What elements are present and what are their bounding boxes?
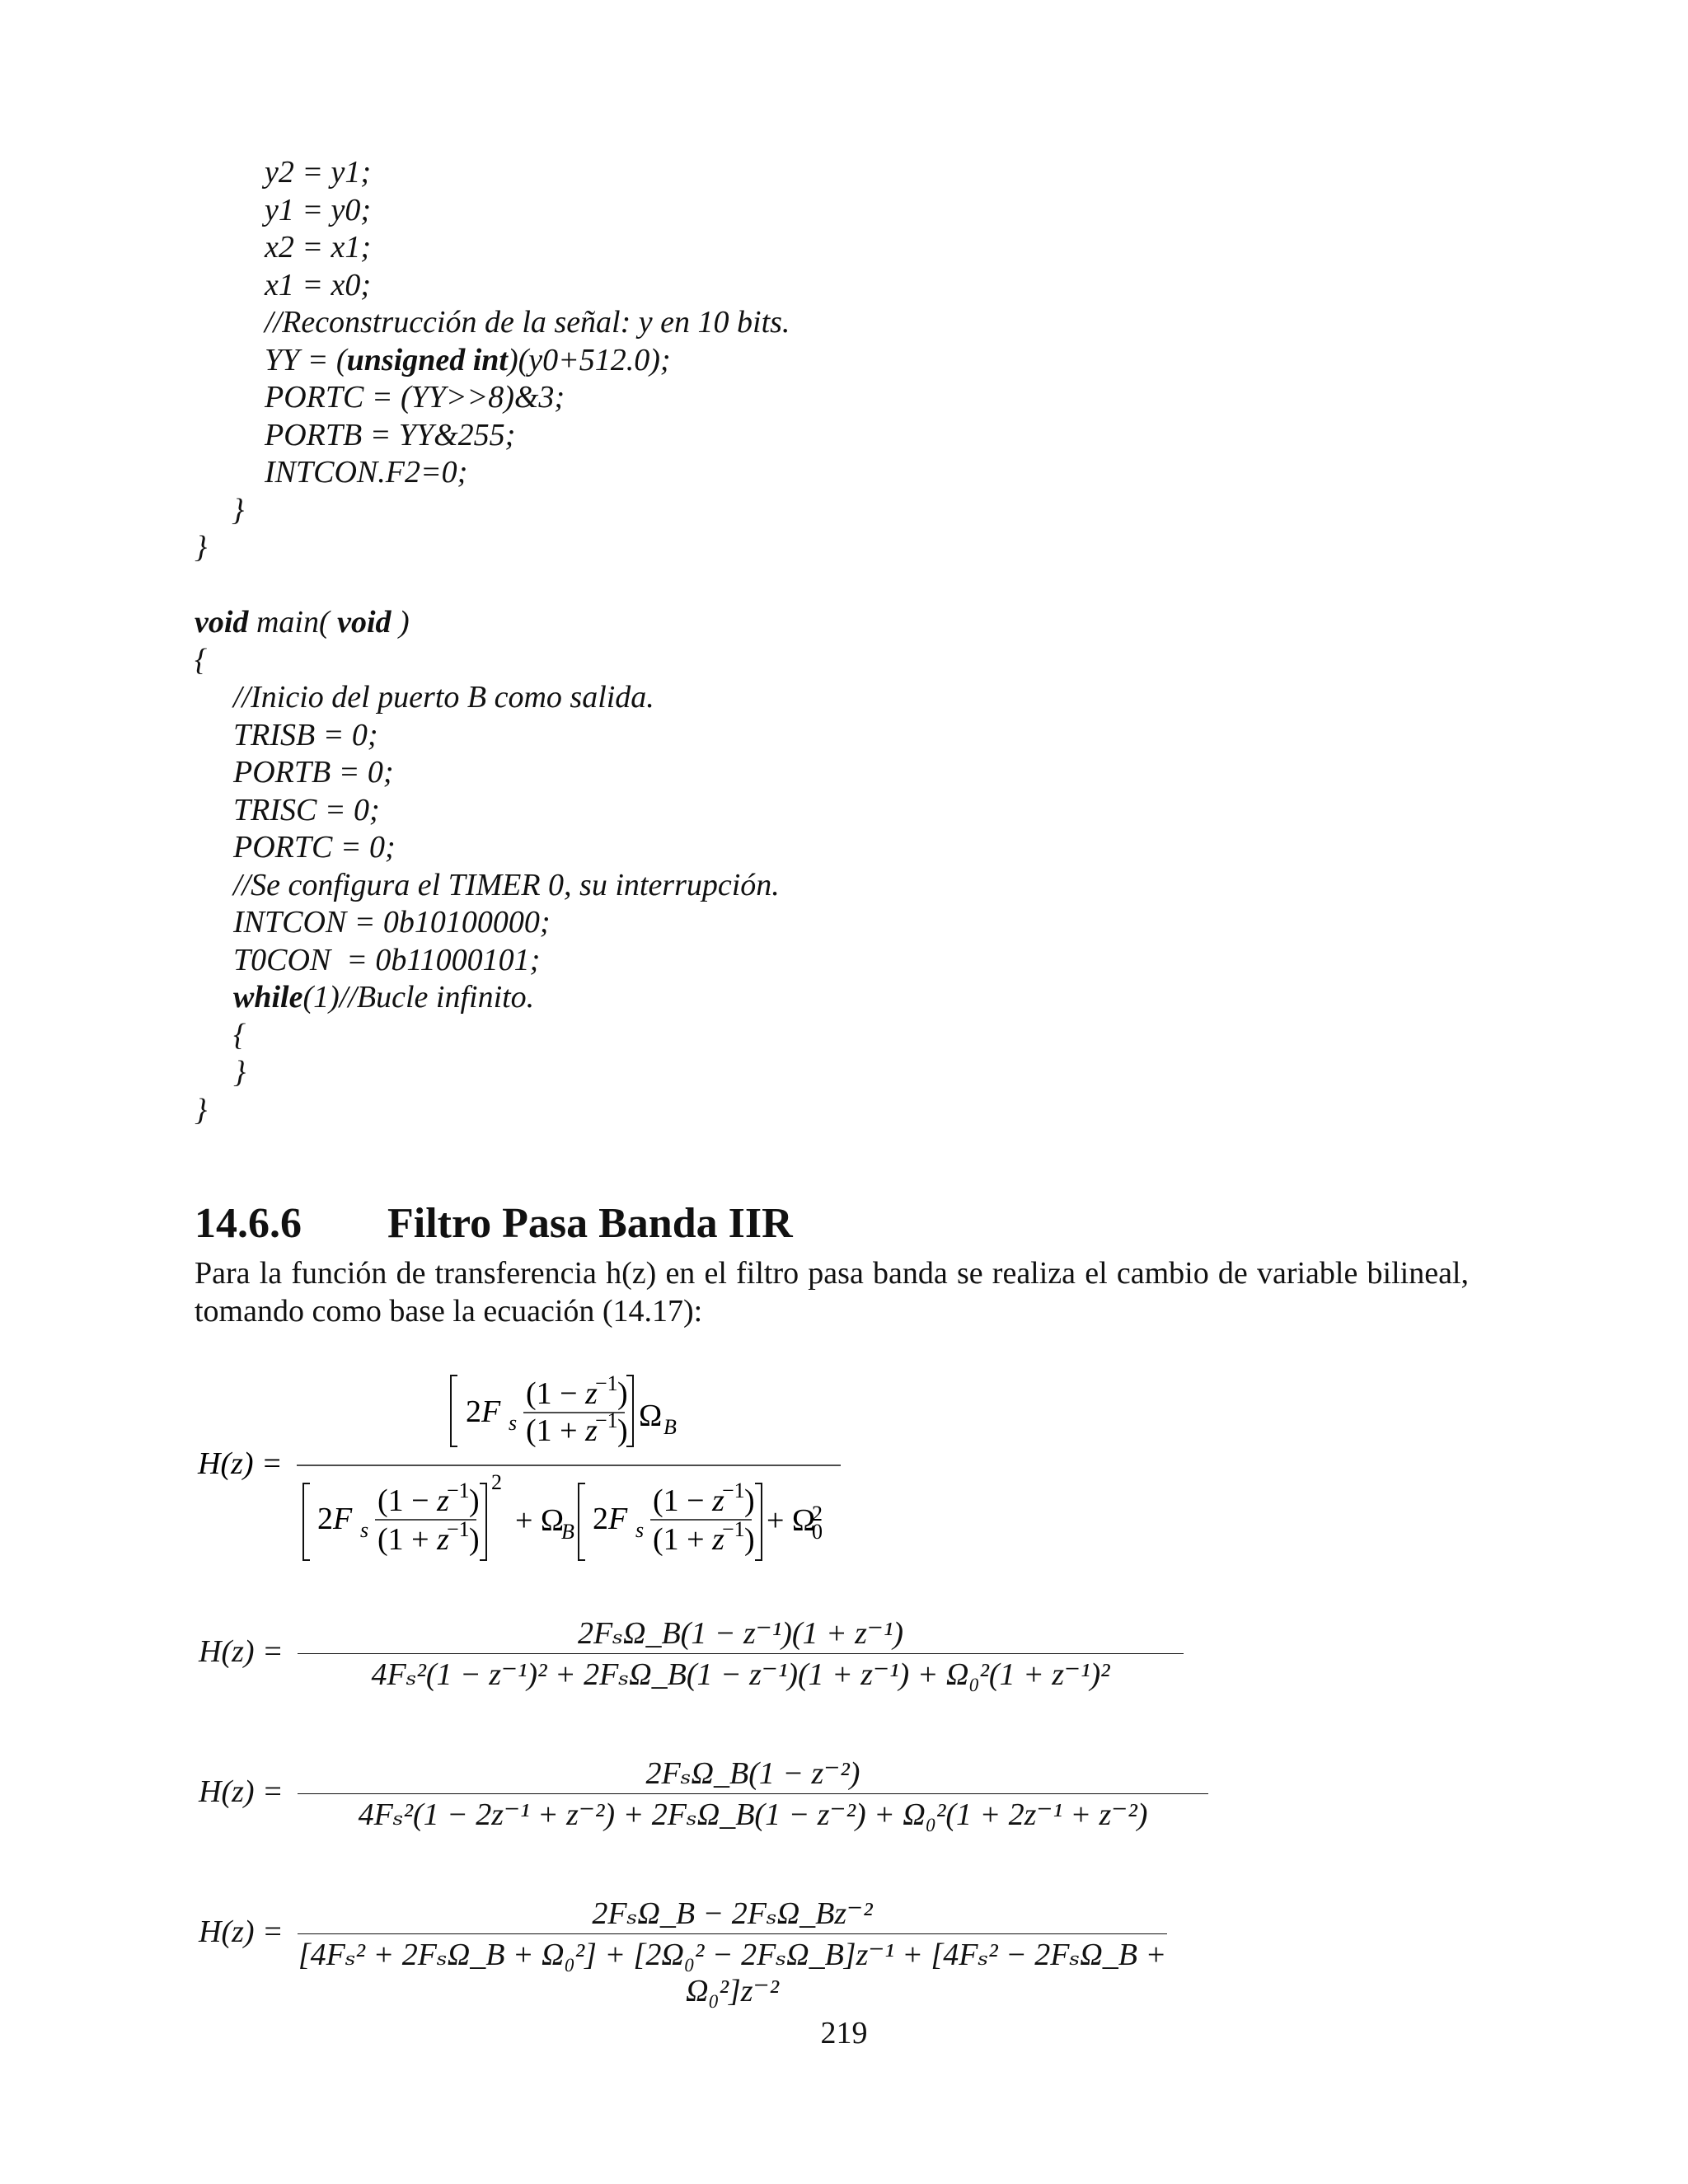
code-line: y1 = y0; — [265, 193, 372, 227]
code-line: } — [195, 530, 208, 565]
equation-2-numerator: 2FₛΩ_B(1 − z⁻¹)(1 + z⁻¹) — [577, 1616, 904, 1651]
svg-text:): ) — [617, 1376, 628, 1411]
code-line: while(1)//Bucle infinito. — [233, 980, 535, 1015]
svg-text:): ) — [744, 1522, 755, 1557]
svg-text:0: 0 — [812, 1520, 823, 1544]
svg-text:): ) — [744, 1483, 755, 1518]
svg-text:−1: −1 — [722, 1517, 745, 1541]
equation-lhs: H(z) = — [199, 1634, 284, 1669]
code-line: //Reconstrucción de la señal: y en 10 bits. — [265, 305, 790, 340]
svg-text:Ω: Ω — [639, 1399, 663, 1433]
code-line: INTCON.F2=0; — [265, 455, 468, 490]
code-line: } — [233, 1055, 246, 1090]
equation-4-numerator: 2FₛΩ_B − 2FₛΩ_Bz⁻² — [592, 1896, 873, 1931]
section-paragraph: Para la función de transferencia h(z) en el filtro pasa banda se realiza el cambio de variable bilineal, tomando como base la ecuación (14.17): — [195, 1256, 1469, 1329]
svg-text:−1: −1 — [722, 1479, 745, 1502]
svg-text:(1 + z: (1 + z — [653, 1522, 724, 1557]
equation-1 — [190, 1364, 849, 1578]
svg-text:(1 + z: (1 + z — [526, 1413, 598, 1448]
svg-text:s: s — [360, 1518, 369, 1542]
svg-text:−1: −1 — [595, 1371, 618, 1395]
page-number: 219 — [820, 2016, 868, 2050]
equation-lhs: H(z) = — [199, 1774, 284, 1809]
code-line: } — [232, 493, 245, 527]
code-line: PORTC = 0; — [233, 830, 396, 865]
code-line: INTCON = 0b10100000; — [233, 905, 551, 940]
svg-text:−1: −1 — [447, 1479, 470, 1502]
code-line: x2 = x1; — [265, 230, 372, 265]
svg-text:B: B — [663, 1415, 677, 1439]
equation-2-denominator: 4Fₛ²(1 − z⁻¹)² + 2FₛΩ_B(1 − z⁻¹)(1 + z⁻¹) + Ω₀²(1 + z⁻¹)² — [371, 1657, 1110, 1692]
svg-text:2F: 2F — [593, 1502, 628, 1536]
code-line: { — [195, 643, 208, 677]
code-line: TRISB = 0; — [233, 718, 378, 752]
section-title: Filtro Pasa Banda IIR — [387, 1200, 793, 1247]
svg-text:2: 2 — [812, 1502, 823, 1526]
equation-3-numerator: 2FₛΩ_B(1 − z⁻²) — [645, 1756, 860, 1791]
svg-text:2: 2 — [491, 1470, 502, 1494]
svg-text:): ) — [469, 1483, 480, 1518]
code-line: { — [233, 1018, 246, 1052]
svg-text:2F: 2F — [317, 1502, 353, 1536]
code-line: TRISC = 0; — [233, 793, 380, 827]
code-line: y2 = y1; — [265, 155, 372, 190]
svg-text:(1 − z: (1 − z — [526, 1376, 598, 1411]
svg-text:−1: −1 — [595, 1408, 618, 1432]
equation-lhs: H(z) = — [199, 1915, 284, 1949]
svg-text:(1 − z: (1 − z — [653, 1483, 724, 1518]
code-line: YY = (unsigned int)(y0+512.0); — [265, 343, 671, 377]
code-line: PORTB = 0; — [233, 755, 394, 790]
svg-text:(1 + z: (1 + z — [377, 1522, 449, 1557]
fraction-bar — [298, 1793, 1208, 1794]
svg-text:+ Ω: + Ω — [515, 1503, 565, 1538]
equation-4-denominator: [4Fₛ² + 2FₛΩ_B + Ω₀²] + [2Ω₀² − 2FₛΩ_B]z⁻¹ + [4Fₛ² − 2FₛΩ_B + Ω₀²]z⁻² — [298, 1938, 1167, 2008]
svg-text:−1: −1 — [447, 1517, 470, 1541]
svg-text:s: s — [509, 1411, 518, 1435]
code-line: PORTC = (YY>>8)&3; — [265, 380, 565, 415]
code-line: T0CON = 0b11000101; — [233, 943, 541, 977]
svg-text:(1 − z: (1 − z — [377, 1483, 449, 1518]
equation-lhs: H(z) = — [198, 1446, 283, 1481]
fraction-bar — [298, 1653, 1184, 1654]
svg-text:B: B — [561, 1520, 574, 1544]
code-line: //Se configura el TIMER 0, su interrupción. — [233, 868, 780, 902]
section-heading — [195, 1199, 793, 1248]
code-line: x1 = x0; — [265, 268, 372, 302]
svg-text:2F: 2F — [466, 1394, 501, 1429]
code-line: //Inicio del puerto B como salida. — [233, 680, 654, 715]
code-line: } — [195, 1093, 208, 1127]
code-line: PORTB = YY&255; — [265, 418, 516, 452]
svg-text:): ) — [469, 1522, 480, 1557]
equation-3-denominator: 4Fₛ²(1 − 2z⁻¹ + z⁻²) + 2FₛΩ_B(1 − z⁻²) + Ω₀²(1 + 2z⁻¹ + z⁻²) — [358, 1797, 1148, 1832]
fraction-bar — [298, 1933, 1167, 1934]
svg-text:+ Ω: + Ω — [767, 1503, 816, 1538]
code-line: void main( void ) — [195, 605, 410, 640]
section-number: 14.6.6 — [195, 1200, 302, 1247]
svg-text:s: s — [635, 1518, 645, 1542]
svg-text:): ) — [617, 1413, 628, 1448]
